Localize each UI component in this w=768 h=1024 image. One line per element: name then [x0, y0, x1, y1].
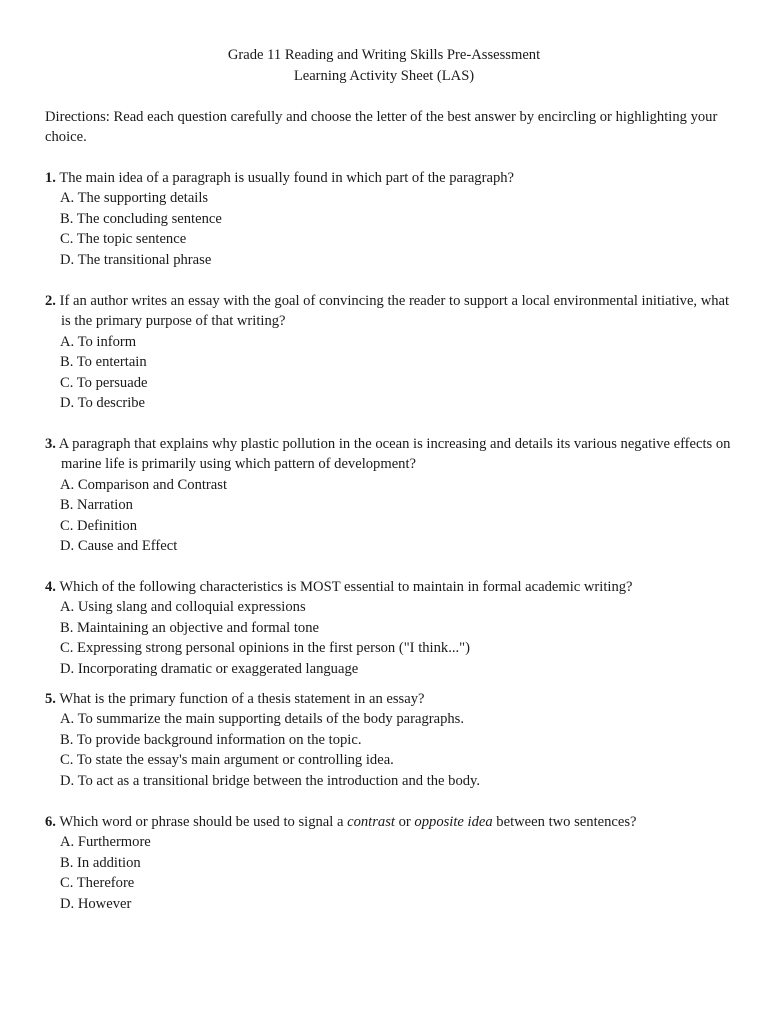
- option-d[interactable]: D. However: [60, 895, 132, 912]
- question-5: [45, 689, 735, 791]
- option-c[interactable]: C. Expressing strong personal opinions in the first person ("I think..."): [60, 640, 470, 657]
- option-c[interactable]: C. To state the essay's main argument or controlling idea.: [60, 752, 394, 769]
- option-a[interactable]: A. Comparison and Contrast: [60, 476, 228, 493]
- emphasis-opposite-idea: opposite idea: [414, 814, 493, 830]
- question-text: If an author writes an essay with the goal of convincing the reader to support a local environmental initiative, what is the primary purpose of that writing?: [59, 293, 730, 330]
- option-a[interactable]: A. Using slang and colloquial expressions: [60, 599, 306, 616]
- answer-options: [45, 597, 735, 679]
- option-b[interactable]: B. Narration: [60, 497, 133, 514]
- question-number: 6.: [45, 814, 56, 830]
- option-d[interactable]: D. Cause and Effect: [60, 538, 178, 555]
- question-number: 1.: [45, 170, 56, 186]
- directions-text: Directions: Read each question carefully and choose the letter of the best answer by encircling or highlighting your choice.: [45, 109, 718, 146]
- question-number: 3.: [45, 436, 56, 452]
- question-text: A paragraph that explains why plastic pollution in the ocean is increasing and details its various negative effects on marine life is primarily using which pattern of development?: [58, 436, 731, 473]
- option-c[interactable]: C. Therefore: [60, 875, 135, 892]
- question-6: [45, 812, 735, 914]
- answer-options: [45, 709, 735, 791]
- answer-options: [45, 188, 735, 270]
- option-b[interactable]: B. To provide background information on the topic.: [60, 731, 362, 748]
- answer-options: [45, 475, 735, 557]
- question-3: [45, 434, 735, 556]
- option-c[interactable]: C. To persuade: [60, 374, 148, 391]
- option-a[interactable]: A. The supporting details: [60, 190, 209, 207]
- question-text-or: or: [394, 814, 415, 830]
- option-b[interactable]: B. Maintaining an objective and formal tone: [60, 619, 319, 636]
- answer-options: [45, 332, 735, 414]
- question-stem: [45, 577, 735, 597]
- answer-options: [45, 832, 735, 914]
- emphasis-contrast: contrast: [347, 814, 395, 830]
- option-d[interactable]: D. The transitional phrase: [60, 251, 212, 268]
- question-text-start: Which word or phrase should be used to signal a: [59, 814, 348, 830]
- option-b[interactable]: B. The concluding sentence: [60, 210, 222, 227]
- option-a[interactable]: A. To inform: [60, 333, 137, 350]
- question-text: Which of the following characteristics is MOST essential to maintain in formal academic writing?: [59, 579, 633, 595]
- question-text: The main idea of a paragraph is usually found in which part of the paragraph?: [59, 170, 515, 186]
- document-header: [0, 45, 768, 87]
- question-stem: [45, 168, 735, 188]
- question-stem: [45, 812, 735, 832]
- document-subtitle: Learning Activity Sheet (LAS): [293, 68, 475, 84]
- option-a[interactable]: A. To summarize the main supporting details of the body paragraphs.: [60, 711, 464, 728]
- option-b[interactable]: B. To entertain: [60, 354, 147, 371]
- question-2: [45, 291, 735, 413]
- question-number: 4.: [45, 579, 56, 595]
- option-d[interactable]: D. To describe: [60, 395, 146, 412]
- option-a[interactable]: A. Furthermore: [60, 834, 151, 851]
- question-4: [45, 577, 735, 679]
- question-stem: [45, 434, 735, 475]
- option-d[interactable]: D. To act as a transitional bridge between the introduction and the body.: [60, 772, 481, 789]
- option-b[interactable]: B. In addition: [60, 854, 141, 871]
- question-number: 2.: [45, 293, 56, 309]
- question-stem: [45, 291, 735, 332]
- question-1: [45, 168, 735, 270]
- option-c[interactable]: C. Definition: [60, 517, 138, 534]
- question-text-end: between two sentences?: [492, 814, 637, 830]
- option-c[interactable]: C. The topic sentence: [60, 231, 187, 248]
- question-text: What is the primary function of a thesis statement in an essay?: [59, 691, 425, 707]
- document-title: Grade 11 Reading and Writing Skills Pre-Assessment: [227, 47, 541, 63]
- question-number: 5.: [45, 691, 56, 707]
- option-d[interactable]: D. Incorporating dramatic or exaggerated language: [60, 660, 359, 677]
- question-stem: [45, 689, 735, 709]
